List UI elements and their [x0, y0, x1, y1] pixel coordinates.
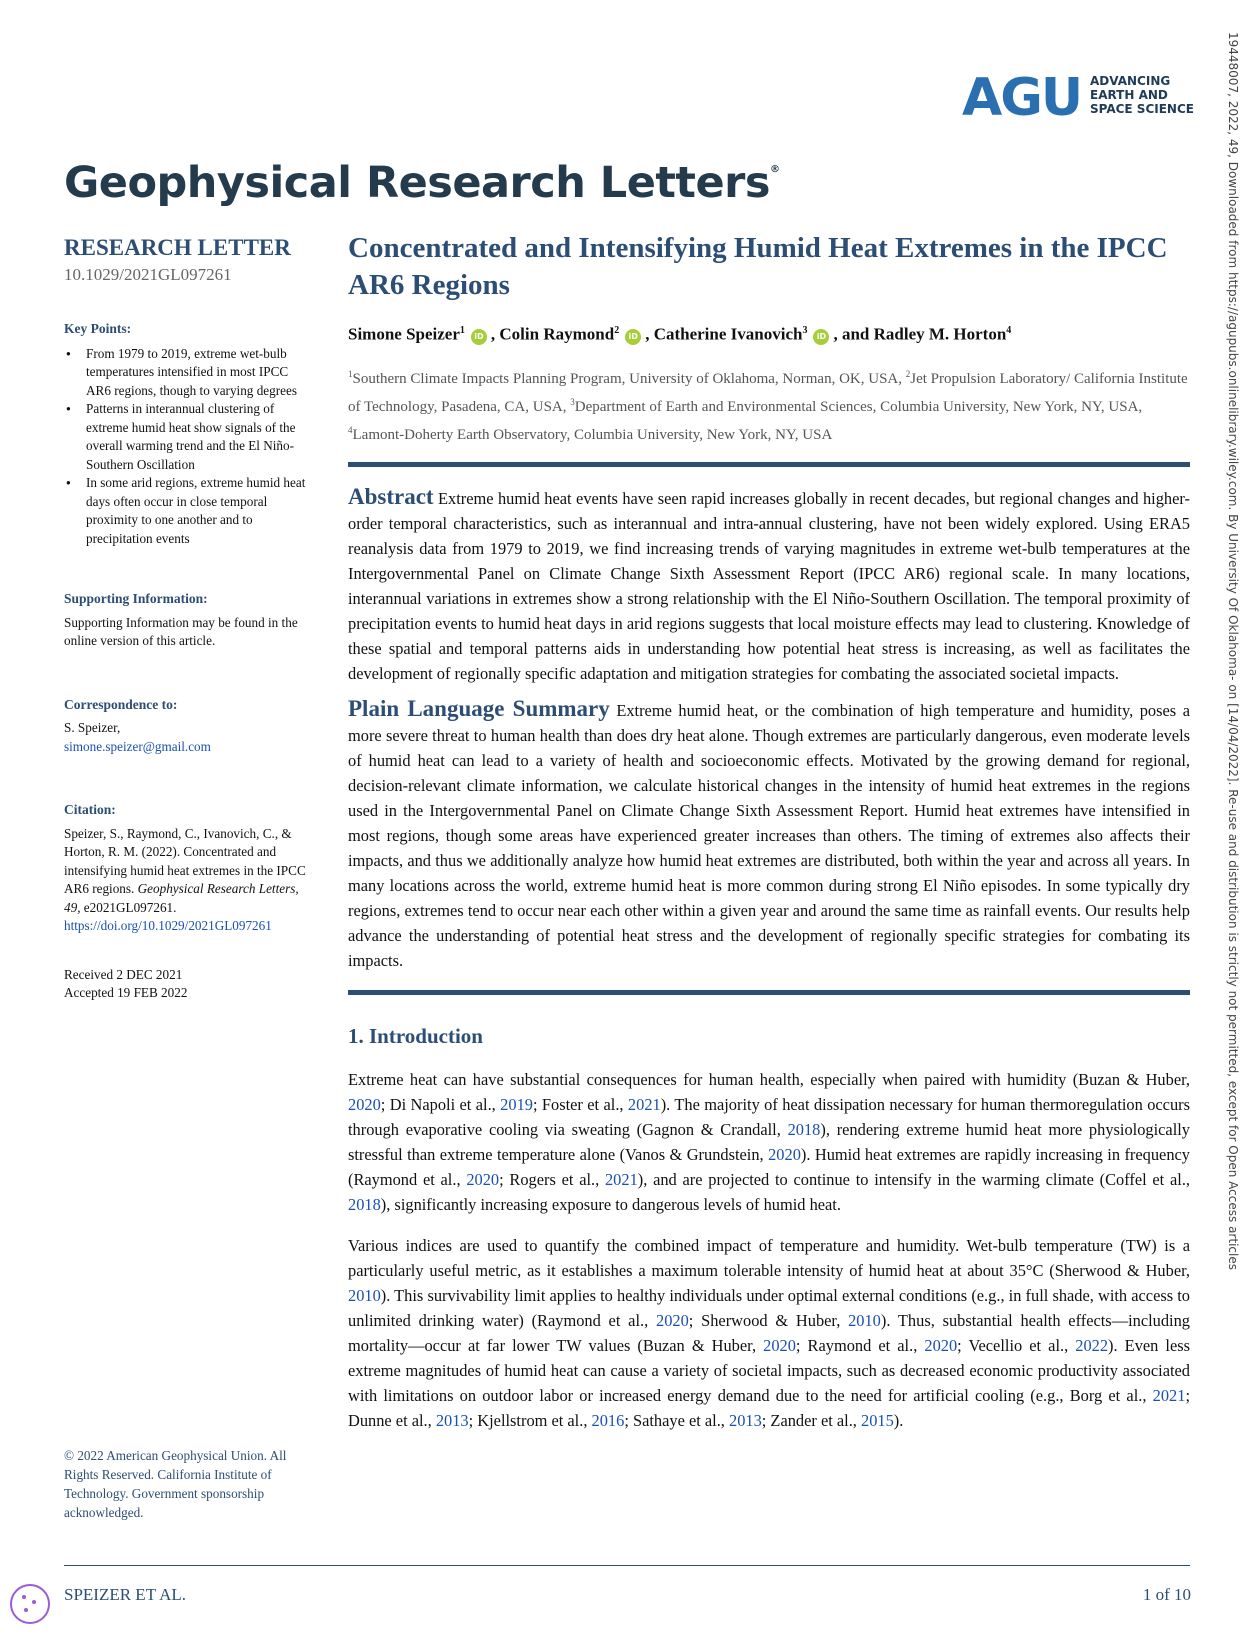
- author-name[interactable]: Colin Raymond: [499, 324, 615, 344]
- article-doi: 10.1029/2021GL097261: [64, 265, 232, 284]
- agu-logo-mark: AGU: [962, 68, 1082, 128]
- citation-year-link[interactable]: 2010: [848, 1310, 881, 1330]
- citation-year-link[interactable]: 2020: [924, 1335, 958, 1355]
- agu-logo: [962, 68, 1194, 128]
- key-points-heading: Key Points:: [64, 321, 132, 336]
- article-main: [348, 230, 1190, 1433]
- article-title: Concentrated and Intensifying Humid Heat Extremes in the IPCC AR6 Regions: [348, 232, 1168, 301]
- citation-year-link[interactable]: 2019: [500, 1094, 533, 1114]
- citation-year-link[interactable]: 2020: [348, 1094, 381, 1114]
- accepted-date: Accepted 19 FEB 2022: [64, 985, 188, 1000]
- footer-divider: [64, 1565, 1190, 1566]
- section-divider: [348, 990, 1190, 995]
- citation-year-link[interactable]: 2013: [435, 1410, 469, 1430]
- paragraph-text: Various indices are used to quantify the combined impact of temperature and humidity. Wet-bulb temperature (TW) is a particularly useful metric, as it establishes a maximum tolerable intensity of humid heat at about 35°C (Sherwood & Huber,: [348, 1235, 1190, 1280]
- citation-year-link[interactable]: 2020: [466, 1169, 500, 1189]
- pls-heading: Plain Language Summary: [348, 695, 610, 721]
- paragraph-text: ). The majority of heat dissipation necessary for human thermoregulation occurs through evaporative cooling via sweating (Gagnon & Crandall,: [348, 1094, 1190, 1139]
- agu-tagline-line: ADVANCING: [1090, 74, 1171, 88]
- correspondence-block: [64, 719, 314, 756]
- article-type: RESEARCH LETTER: [64, 235, 291, 260]
- orcid-icon[interactable]: iD: [625, 329, 641, 345]
- paragraph-text: Extreme heat can have substantial consequences for human health, especially when paired with humidity (Buzan & Huber,: [348, 1069, 1190, 1089]
- orcid-icon[interactable]: iD: [471, 329, 487, 345]
- key-points-list: [64, 345, 314, 549]
- pls-text: Extreme humid heat, or the combination of high temperature and humidity, poses a more severe threat to human health than does dry heat alone. Though extremes are particularly dangerous, even moderate levels of humid heat can lead to a variety of health and socioeconomic effects. Motivated by the growing demand for regional, decision-relevant climate information, we calculate historical changes in the intensity of humid heat extremes in the regions used in the Intergovernmental Panel on Climate Change Sixth Assessment Report. Humid heat extremes have intensified in most regions, though some areas have experienced greater increases than others. The timing of extremes also affects their impacts, and thus we additionally analyze how humid heat extremes are distributed, both within the year and across all years. In many locations across the world, extreme humid heat is more common during strong El Niño episodes. In some typically dry regions, extremes tend to occur near each other within a given year and around the same time as rainfall events. Our results help advance the understanding of potential heat stress and the development of regionally specific strategies for combating its impacts.: [348, 700, 1190, 970]
- plain-language-summary: [348, 696, 1190, 973]
- orcid-icon[interactable]: iD: [813, 329, 829, 345]
- paragraph-text: ; Foster et al.,: [532, 1094, 628, 1114]
- supporting-info-text: Supporting Information may be found in the online version of this article.: [64, 614, 298, 648]
- abstract-text: Extreme humid heat events have seen rapid increases globally in recent decades, but regional changes and higher-order temporal characteristics, such as interannual and intra-annual clustering, have not been widely explored. Using ERA5 reanalysis data from 1979 to 2019, we find increasing trends of varying magnitudes in extreme wet-bulb temperatures at the Intergovernmental Panel on Climate Change Sixth Assessment Report (IPCC AR6) regional scale. In many locations, interannual variations in extremes show a strong relationship with the El Niño-Southern Oscillation. The temporal proximity of precipitation events to humid heat days in arid regions suggests that local moisture effects may lead to clustering. Knowledge of these spatial and temporal patterns aids in understanding how potential heat stress is increasing, as well as facilitates the development of regionally specific adaptation and mitigation strategies for combating the associated societal impacts.: [348, 488, 1190, 683]
- download-notice-text: 19448007, 2022, 49, Downloaded from https://agupubs.onlinelibrary.wiley.com. By University Of Oklahoma- on [14/04/2022]. Re-use and distribution is strictly not permitted, except for Open Access articles: [1226, 32, 1240, 1270]
- paragraph-text: ; Vecellio et al.,: [957, 1335, 1076, 1355]
- author-name[interactable]: Catherine Ivanovich: [653, 324, 803, 344]
- paragraph-text: ). Thus, substantial health effects—including mortality—occur at far lower TW values (Buzan & Huber,: [348, 1310, 1190, 1355]
- key-point: ● In some arid regions, extreme humid heat days often occur in close temporal proximity to one another and to precipitation events: [64, 474, 314, 548]
- introduction-heading: 1. Introduction: [348, 1023, 483, 1048]
- citation-year-link[interactable]: 2013: [729, 1410, 762, 1430]
- author-name[interactable]: Radley M. Horton: [873, 324, 1007, 344]
- key-point: ● From 1979 to 2019, extreme wet-bulb temperatures intensified in most IPCC AR6 regions, though to varying degrees: [64, 345, 314, 401]
- paragraph-text: ; Raymond et al.,: [795, 1335, 925, 1355]
- citation-text: Speizer, S., Raymond, C., Ivanovich, C., & Horton, R. M. (2022). Concentrated and intensifying humid heat extremes in the IPCC AR6 regions. Geophysical Research Letters, 49, e2021GL097261. https://doi.org/10.1029/2021GL097261: [64, 825, 306, 933]
- footer-page-number: 1 of 10: [1142, 1585, 1191, 1604]
- agu-tagline-line: EARTH AND: [1090, 88, 1168, 102]
- citation-heading: Citation:: [64, 802, 116, 817]
- correspondence-email-link[interactable]: simone.speizer@gmail.com: [64, 738, 211, 754]
- citation-year-link[interactable]: 2018: [348, 1194, 381, 1214]
- author-name[interactable]: Simone Speizer: [348, 324, 460, 344]
- citation-year-link[interactable]: 2018: [787, 1119, 821, 1139]
- paragraph-text: ). Humid heat extremes are rapidly increasing in frequency (Raymond et al.,: [348, 1144, 1190, 1189]
- key-point: ● Patterns in interannual clustering of extreme humid heat show signals of the overall warming trend and the El Niño-Southern Oscillation: [64, 400, 314, 474]
- correspondence-name: S. Speizer,: [64, 720, 121, 735]
- received-date: Received 2 DEC 2021: [64, 966, 183, 982]
- paragraph-text: ; Kjellstrom et al.,: [468, 1410, 592, 1430]
- paragraph-text: ), significantly increasing exposure to dangerous levels of humid heat.: [380, 1194, 841, 1214]
- paragraph-text: ). This survivability limit applies to healthy individuals under optimal external conditions (e.g., in full shade, with access to unlimited drinking water) (Raymond et al.,: [348, 1285, 1190, 1330]
- citation-year-link[interactable]: 2021: [604, 1169, 638, 1189]
- paragraph-text: ; Dunne et al.,: [348, 1385, 1190, 1430]
- agu-tagline-line: SPACE SCIENCE: [1090, 102, 1194, 116]
- paragraph-text: ; Zander et al.,: [761, 1410, 861, 1430]
- citation-year-link[interactable]: 2022: [1075, 1335, 1109, 1355]
- citation-year-link[interactable]: 2021: [627, 1094, 661, 1114]
- copyright-notice: © 2022 American Geophysical Union. All Rights Reserved. California Institute of Technology. Government sponsorship acknowledged.: [64, 1448, 287, 1520]
- citation-year-link[interactable]: 2021: [1152, 1385, 1186, 1405]
- citation-year-link[interactable]: 2020: [763, 1335, 796, 1355]
- intro-paragraph-1: [348, 1067, 1190, 1217]
- citation-year-link[interactable]: 2015: [861, 1410, 894, 1430]
- author-list: Simone Speizer$^1$iD , Colin Raymond$^2$iD , Catherine Ivanovich$^3$iD , and Radley M. Horton$^4$: [348, 324, 1012, 344]
- supporting-info-heading: Supporting Information:: [64, 591, 208, 606]
- abstract-heading: Abstract: [348, 483, 434, 509]
- footer-authors: SPEIZER ET AL.: [64, 1585, 186, 1604]
- paragraph-text: ).: [893, 1410, 904, 1430]
- download-notice: [1222, 32, 1242, 1612]
- abstract: [348, 484, 1190, 686]
- citation-year-link[interactable]: 2016: [591, 1410, 625, 1430]
- correspondence-heading: Correspondence to:: [64, 696, 178, 712]
- citation-journal: Geophysical Research Letters, 49: [64, 881, 299, 915]
- paragraph-text: ; Rogers et al.,: [499, 1169, 605, 1189]
- paragraph-text: ; Sathaye et al.,: [624, 1410, 729, 1430]
- paragraph-text: ; Di Napoli et al.,: [380, 1094, 501, 1114]
- intro-paragraph-2: [348, 1233, 1190, 1433]
- paragraph-text: ). Even less extreme magnitudes of humid heat can cause a variety of societal impacts, such as decreased economic productivity associated with limitations on outdoor labor or increased energy demand due to the need for artificial cooling (e.g., Borg et al.,: [348, 1335, 1191, 1405]
- cookie-settings-icon[interactable]: [10, 1584, 50, 1624]
- citation-year-link[interactable]: 2020: [656, 1310, 689, 1330]
- citation-year-link[interactable]: 2020: [768, 1144, 801, 1164]
- journal-title: Geophysical Research Letters®: [64, 158, 780, 208]
- article-dates: [64, 966, 314, 1003]
- paragraph-text: ; Sherwood & Huber,: [688, 1310, 849, 1330]
- sidebar: [64, 234, 314, 1003]
- paragraph-text: ), rendering extreme humid heat more physiologically stressful than extreme temperature alone (Vanos & Grundstein,: [348, 1119, 1190, 1164]
- paragraph-text: ), and are projected to continue to intensify in the warming climate (Coffel et al.,: [637, 1169, 1191, 1189]
- agu-logo-tagline: [1090, 74, 1194, 116]
- citation-doi-link[interactable]: https://doi.org/10.1029/2021GL097261: [64, 918, 272, 933]
- citation-year-link[interactable]: 2010: [348, 1285, 381, 1305]
- section-divider: [348, 462, 1190, 467]
- affiliations: $^1$Southern Climate Impacts Planning Program, University of Oklahoma, Norman, OK, USA, $^2$Jet Propulsion Laboratory/ California Institute of Technology, Pasadena, CA, USA, $^3$Department of Earth and Environmental Sciences, Columbia University, New York, NY, USA, $^4$Lamont-Doherty Earth Observatory, Columbia University, New York, NY, USA: [348, 368, 1188, 443]
